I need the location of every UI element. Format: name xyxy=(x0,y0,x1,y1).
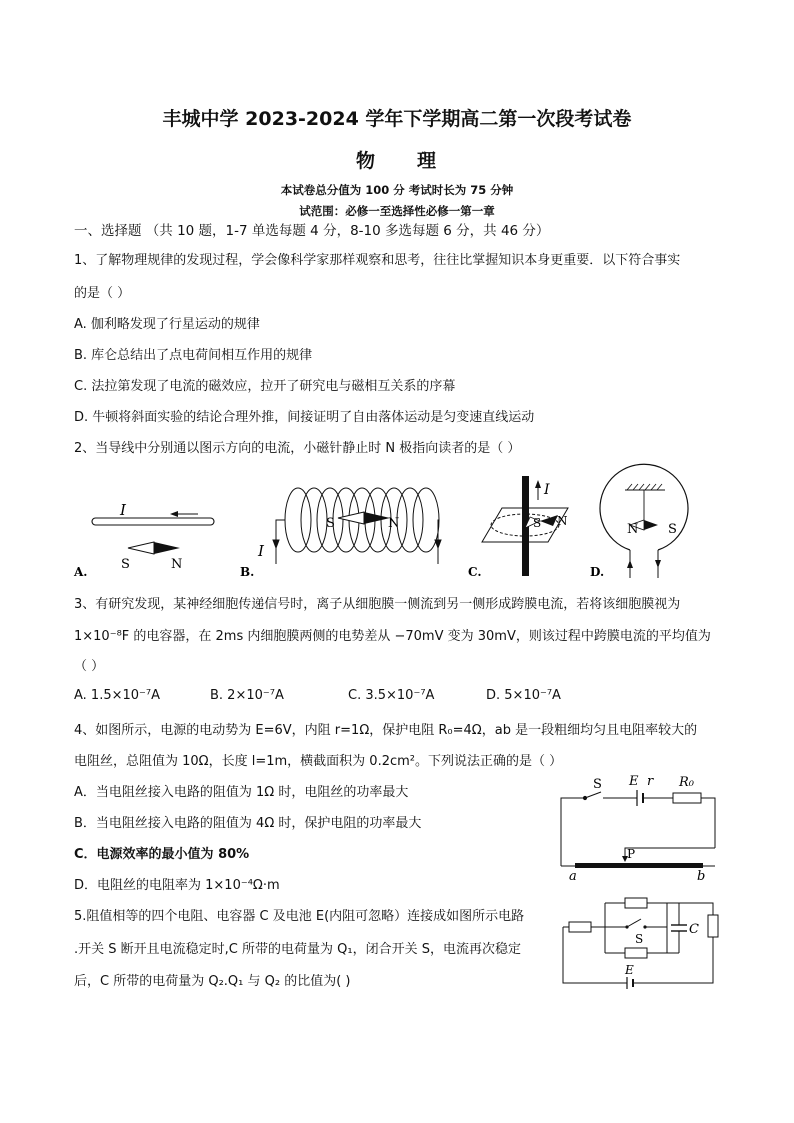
q1-option-d: D. 牛顿将斜面实验的结论合理外推，间接证明了自由落体运动是匀变速直线运动 xyxy=(74,410,535,425)
section-heading-choice: 一、选择题 （共 10 题，1-7 单选每题 4 分，8-10 多选每题 6 分，共 46 分） xyxy=(74,223,550,239)
q5-circuit-diagram xyxy=(555,893,725,993)
q1-option-b: B. 库仑总结出了点电荷间相互作用的规律 xyxy=(74,348,313,363)
q2-d-s-label: S xyxy=(668,522,677,537)
q1-stem-line2: 的是（ ） xyxy=(74,286,131,301)
q4-emf-label: E xyxy=(629,774,639,789)
q4-stem-line1: 4、如图所示，电源的电动势为 E=6V，内阻 r=1Ω，保护电阻 R₀=4Ω，ab 是一段粗细均匀且电阻率较大的 xyxy=(74,723,698,738)
q2-a-s-label: S xyxy=(121,557,130,572)
q2-b-s-label: S xyxy=(326,516,335,531)
q2-c-current-label: I xyxy=(544,482,550,498)
q4-switch-label: S xyxy=(593,777,602,792)
q5-stem-line3: 后，C 所带的电荷量为 Q₂.Q₁ 与 Q₂ 的比值为( ) xyxy=(74,974,351,989)
q2-figures xyxy=(70,470,677,582)
exam-info-score-time: 本试卷总分值为 100 分 考试时长为 75 分钟 xyxy=(280,183,514,197)
q2-figure-b xyxy=(273,488,441,564)
q4-circuit-diagram xyxy=(555,770,725,882)
q4-option-a: A．当电阻丝接入电路的阻值为 1Ω 时，电阻丝的功率最大 xyxy=(74,785,409,800)
q2-option-b-label: B. xyxy=(240,565,255,579)
q3-option-b: B. 2×10⁻⁷A xyxy=(210,688,284,703)
q2-b-n-label: N xyxy=(388,516,400,531)
q5-switch-label: S xyxy=(635,932,644,946)
q4-option-b: B．当电阻丝接入电路的阻值为 4Ω 时，保护电阻的功率最大 xyxy=(74,816,422,831)
q2-a-n-label: N xyxy=(171,557,183,572)
q2-figure-d xyxy=(590,464,688,579)
q3-stem-line2: 1×10⁻⁸F 的电容器，在 2ms 内细胞膜两侧的电势差从 −70mV 变为 30mV，则该过程中跨膜电流的平均值为 xyxy=(74,629,711,644)
q2-option-c-label: C. xyxy=(468,565,482,579)
q3-option-c: C. 3.5×10⁻⁷A xyxy=(348,688,435,703)
q3-option-a: A. 1.5×10⁻⁷A xyxy=(74,688,161,703)
q3-options xyxy=(0,688,794,708)
q5-battery-label: E xyxy=(625,963,634,977)
q1-option-a: A. 伽利略发现了行星运动的规律 xyxy=(74,317,260,332)
q4-option-d: D．电阻丝的电阻率为 1×10⁻⁴Ω·m xyxy=(74,878,280,893)
q3-stem-line3: （ ） xyxy=(74,659,105,674)
subject-char-1: 物 xyxy=(355,150,377,172)
q2-d-n-label: N xyxy=(627,522,639,537)
q4-end-a-label: a xyxy=(569,869,577,884)
subject-title xyxy=(0,146,794,173)
q4-protect-resistor-label: R₀ xyxy=(679,775,694,790)
q2-figure-a xyxy=(73,501,214,579)
q4-internal-resistance-label: r xyxy=(647,774,654,789)
q5-stem-line2: .开关 S 断开且电流稳定时,C 所带的电荷量为 Q₁，闭合开关 S，电流再次稳定 xyxy=(74,942,521,957)
q2-option-d-label: D. xyxy=(590,565,605,579)
q1-stem-line1: 1、了解物理规律的发现过程，学会像科学家那样观察和思考，往往比掌握知识本身更重要．以下符合事实 xyxy=(74,253,681,268)
q2-a-current-label: I xyxy=(120,501,126,519)
q4-option-c: C．电源效率的最小值为 80% xyxy=(74,847,250,862)
q2-option-a-label: A. xyxy=(74,565,88,579)
subject-char-2: 理 xyxy=(417,150,439,172)
exam-info-scope: 试范围：必修一至选择性必修一第一章 xyxy=(299,204,495,218)
q2-figure-c xyxy=(468,476,568,579)
q3-stem-line1: 3、有研究发现，某神经细胞传递信号时，离子从细胞膜一侧流到另一侧形成跨膜电流，若将该细胞膜视为 xyxy=(74,597,681,612)
exam-title: 丰城中学 2023-2024 学年下学期高二第一次段考试卷 xyxy=(162,108,632,130)
q2-c-n-label: N xyxy=(557,514,568,528)
q4-slider-label: P xyxy=(627,847,636,861)
q5-capacitor-label: C xyxy=(689,922,699,937)
q3-option-d: D. 5×10⁻⁷A xyxy=(486,688,561,703)
q2-c-s-label: S xyxy=(533,516,542,530)
q1-option-c: C. 法拉第发现了电流的磁效应，拉开了研究电与磁相互关系的序幕 xyxy=(74,379,456,394)
q5-stem-line1: 5.阻值相等的四个电阻、电容器 C 及电池 E(内阻可忽略）连接成如图所示电路 xyxy=(74,909,525,924)
q2-b-current-label: I xyxy=(258,542,264,560)
q4-stem-line2: 电阻丝，总阻值为 10Ω，长度 l=1m，横截面积为 0.2cm²。下列说法正确的是（ ） xyxy=(74,754,563,769)
q4-end-b-label: b xyxy=(697,869,706,884)
q2-stem: 2、当导线中分别通以图示方向的电流，小磁针静止时 N 极指向读者的是（ ） xyxy=(74,441,521,456)
